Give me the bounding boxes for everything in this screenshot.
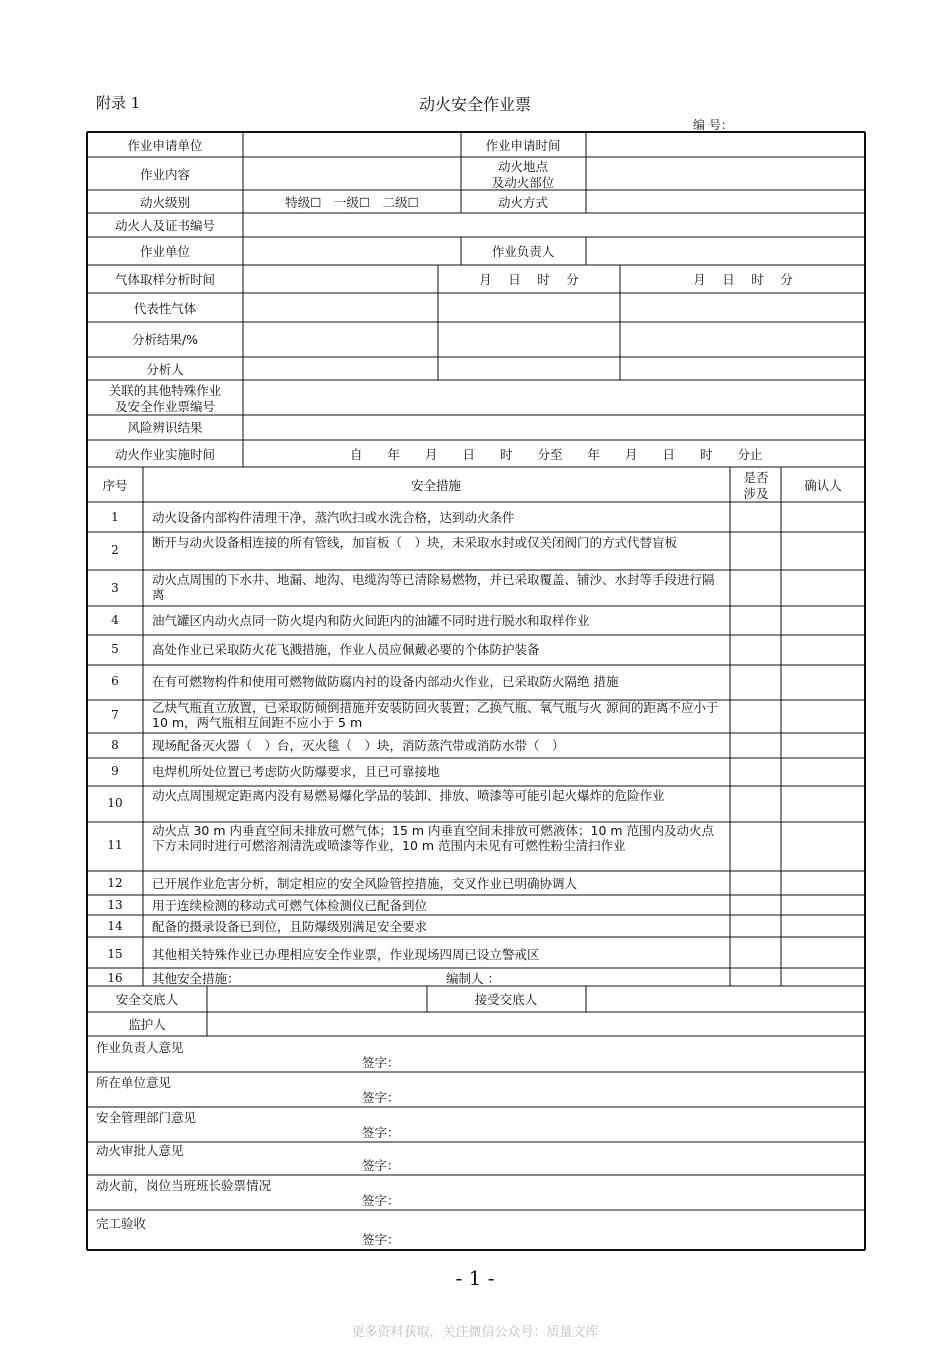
measure-no: 12 (107, 876, 123, 890)
level-label: 动火级别 (139, 195, 191, 210)
measure-text: 已开展作业危害分析，制定相应的安全风险管控措施，交叉作业已明确协调人 (152, 876, 578, 891)
measure-text: 油气罐区内动火点同一防火堤内和防火间距内的油罐不同时进行脱水和取样作业 (152, 613, 590, 628)
opinion-label: 完工验收 (96, 1216, 147, 1231)
measure-no: 14 (107, 919, 123, 933)
measure-text: 动火点周围的下水井、地漏、地沟、电缆沟等已清除易燃物，并已采取覆盖、铺沙、水封等手段进行隔离 (152, 572, 715, 602)
measure-no: 3 (111, 581, 119, 595)
page-title: 动火安全作业票 (418, 95, 531, 114)
measure-text: 现场配备灭火器（ ）台，灭火毯（ ）块，消防蒸汽带或消防水带（ ） (152, 738, 565, 753)
measure-text: 动火设备内部构件清理干净，蒸汽吹扫或水洗合格，达到动火条件 (152, 510, 515, 525)
method-label: 动火方式 (497, 195, 549, 210)
opinion-label: 所在单位意见 (96, 1075, 172, 1090)
gas-rep-label: 代表性气体 (133, 301, 197, 316)
measure-no: 2 (111, 543, 119, 557)
measure-no: 6 (111, 674, 119, 688)
safety-giver-label: 安全交底人 (115, 992, 179, 1007)
serial-number-label: 编 号： (693, 118, 733, 132)
measure-text: 动火点周围规定距离内没有易燃易爆化学品的装卸、排放、喷漆等可能引起火爆炸的危险作业 (152, 788, 665, 803)
compiler-label: 编制人 ： (446, 971, 500, 986)
opinion-label: 动火前，岗位当班班长验票情况 (96, 1178, 272, 1193)
confirm-header: 确认人 (804, 478, 842, 493)
apply-unit-label: 作业申请单位 (127, 138, 203, 153)
footer-note: 更多资料获取，关注微信公众号：质量文库 (351, 1325, 599, 1340)
guardian-label: 监护人 (128, 1017, 166, 1032)
measure-no: 7 (111, 708, 119, 722)
measures-no-header: 序号 (102, 478, 128, 493)
location-label-2: 及动火部位 (491, 175, 555, 190)
person-cert-label: 动火人及证书编号 (114, 218, 216, 233)
measure-text: 动火点 30 m 内垂直空间未排放可燃气体；15 m 内垂直空间未排放可燃液体；10 m 范围内及动火点下方未同时进行可燃溶剂清洗或喷漆等作业，10 m 范围内未见有可燃性粉尘清扫作业 (152, 823, 715, 853)
measure-text: 在有可燃物构件和使用可燃物做防腐内衬的设备内部动火作业，已采取防火隔绝 措施 (152, 674, 619, 689)
gas-time-label: 气体取样分析时间 (114, 272, 216, 287)
measure-text: 断开与动火设备相连接的所有管线，加盲板（ ）块，未采取水封或仅关闭阀门的方式代替盲板 (152, 535, 678, 550)
measure-no: 9 (111, 764, 119, 778)
signature-label: 签字： (362, 1090, 400, 1105)
impl-time-label: 动火作业实施时间 (114, 447, 216, 462)
measure-text: 其他安全措施： (152, 971, 240, 986)
measure-no: 5 (111, 642, 119, 656)
result-label: 分析结果/% (131, 332, 199, 347)
involved-header-2: 涉及 (743, 486, 769, 501)
appendix-label: 附录 1 (96, 94, 141, 112)
signature-label: 签字： (362, 1125, 400, 1140)
gas-time-2: 月 日 时 分 (693, 272, 793, 287)
signature-label: 签字： (362, 1055, 400, 1070)
measure-no: 10 (107, 796, 123, 810)
signature-label: 签字： (362, 1193, 400, 1208)
impl-time-value: 自 年 月 日 时 分至 年 月 日 时 分止 (350, 447, 763, 462)
location-label-1: 动火地点 (497, 159, 549, 174)
measure-text: 高处作业已采取防火花飞溅措施，作业人员应佩戴必要的个体防护装备 (152, 642, 540, 657)
measure-text: 乙炔气瓶直立放置，已采取防倾倒措施并安装防回火装置；乙换气瓶、氧气瓶与火 源间的距离不应小于 10 m，两气瓶相互间距不应小于 5 m (152, 700, 719, 730)
measure-no: 1 (111, 510, 119, 524)
opinion-label: 动火审批人意见 (96, 1143, 184, 1158)
risk-label: 风险辨识结果 (127, 420, 203, 435)
analyst-label: 分析人 (146, 362, 184, 377)
level-options: 特级☐ 一级☐ 二级☐ (285, 195, 419, 210)
work-unit-label: 作业单位 (139, 244, 191, 259)
measure-no: 16 (107, 971, 123, 985)
work-leader-label: 作业负责人 (491, 244, 555, 259)
content-label: 作业内容 (139, 167, 191, 182)
measure-text: 配备的摄录设备已到位，且防爆级别满足安全要求 (152, 919, 428, 934)
measure-no: 4 (111, 613, 119, 627)
gas-time-1: 月 日 时 分 (479, 272, 579, 287)
related-label-1: 关联的其他特殊作业 (108, 383, 222, 398)
measure-text: 电焊机所处位置已考虑防火防爆要求，且已可靠接地 (152, 764, 440, 779)
opinion-label: 作业负责人意见 (96, 1040, 184, 1055)
measure-no: 13 (107, 898, 123, 912)
safety-receiver-label: 接受交底人 (474, 992, 538, 1007)
measure-text: 其他相关特殊作业已办理相应安全作业票，作业现场四周已设立警戒区 (152, 947, 540, 962)
measures-text-header: 安全措施 (410, 478, 462, 493)
measure-text: 用于连续检测的移动式可燃气体检测仪已配备到位 (152, 898, 428, 913)
opinion-label: 安全管理部门意见 (96, 1110, 197, 1125)
measure-no: 11 (107, 838, 123, 852)
signature-label: 签字： (362, 1158, 400, 1173)
apply-time-label: 作业申请时间 (485, 138, 561, 153)
measure-no: 15 (107, 947, 123, 961)
measure-no: 8 (111, 738, 119, 752)
signature-label: 签字： (362, 1232, 400, 1247)
involved-header-1: 是否 (743, 470, 769, 485)
related-label-2: 及安全作业票编号 (114, 399, 216, 414)
page-number: - 1 - (455, 1266, 495, 1290)
